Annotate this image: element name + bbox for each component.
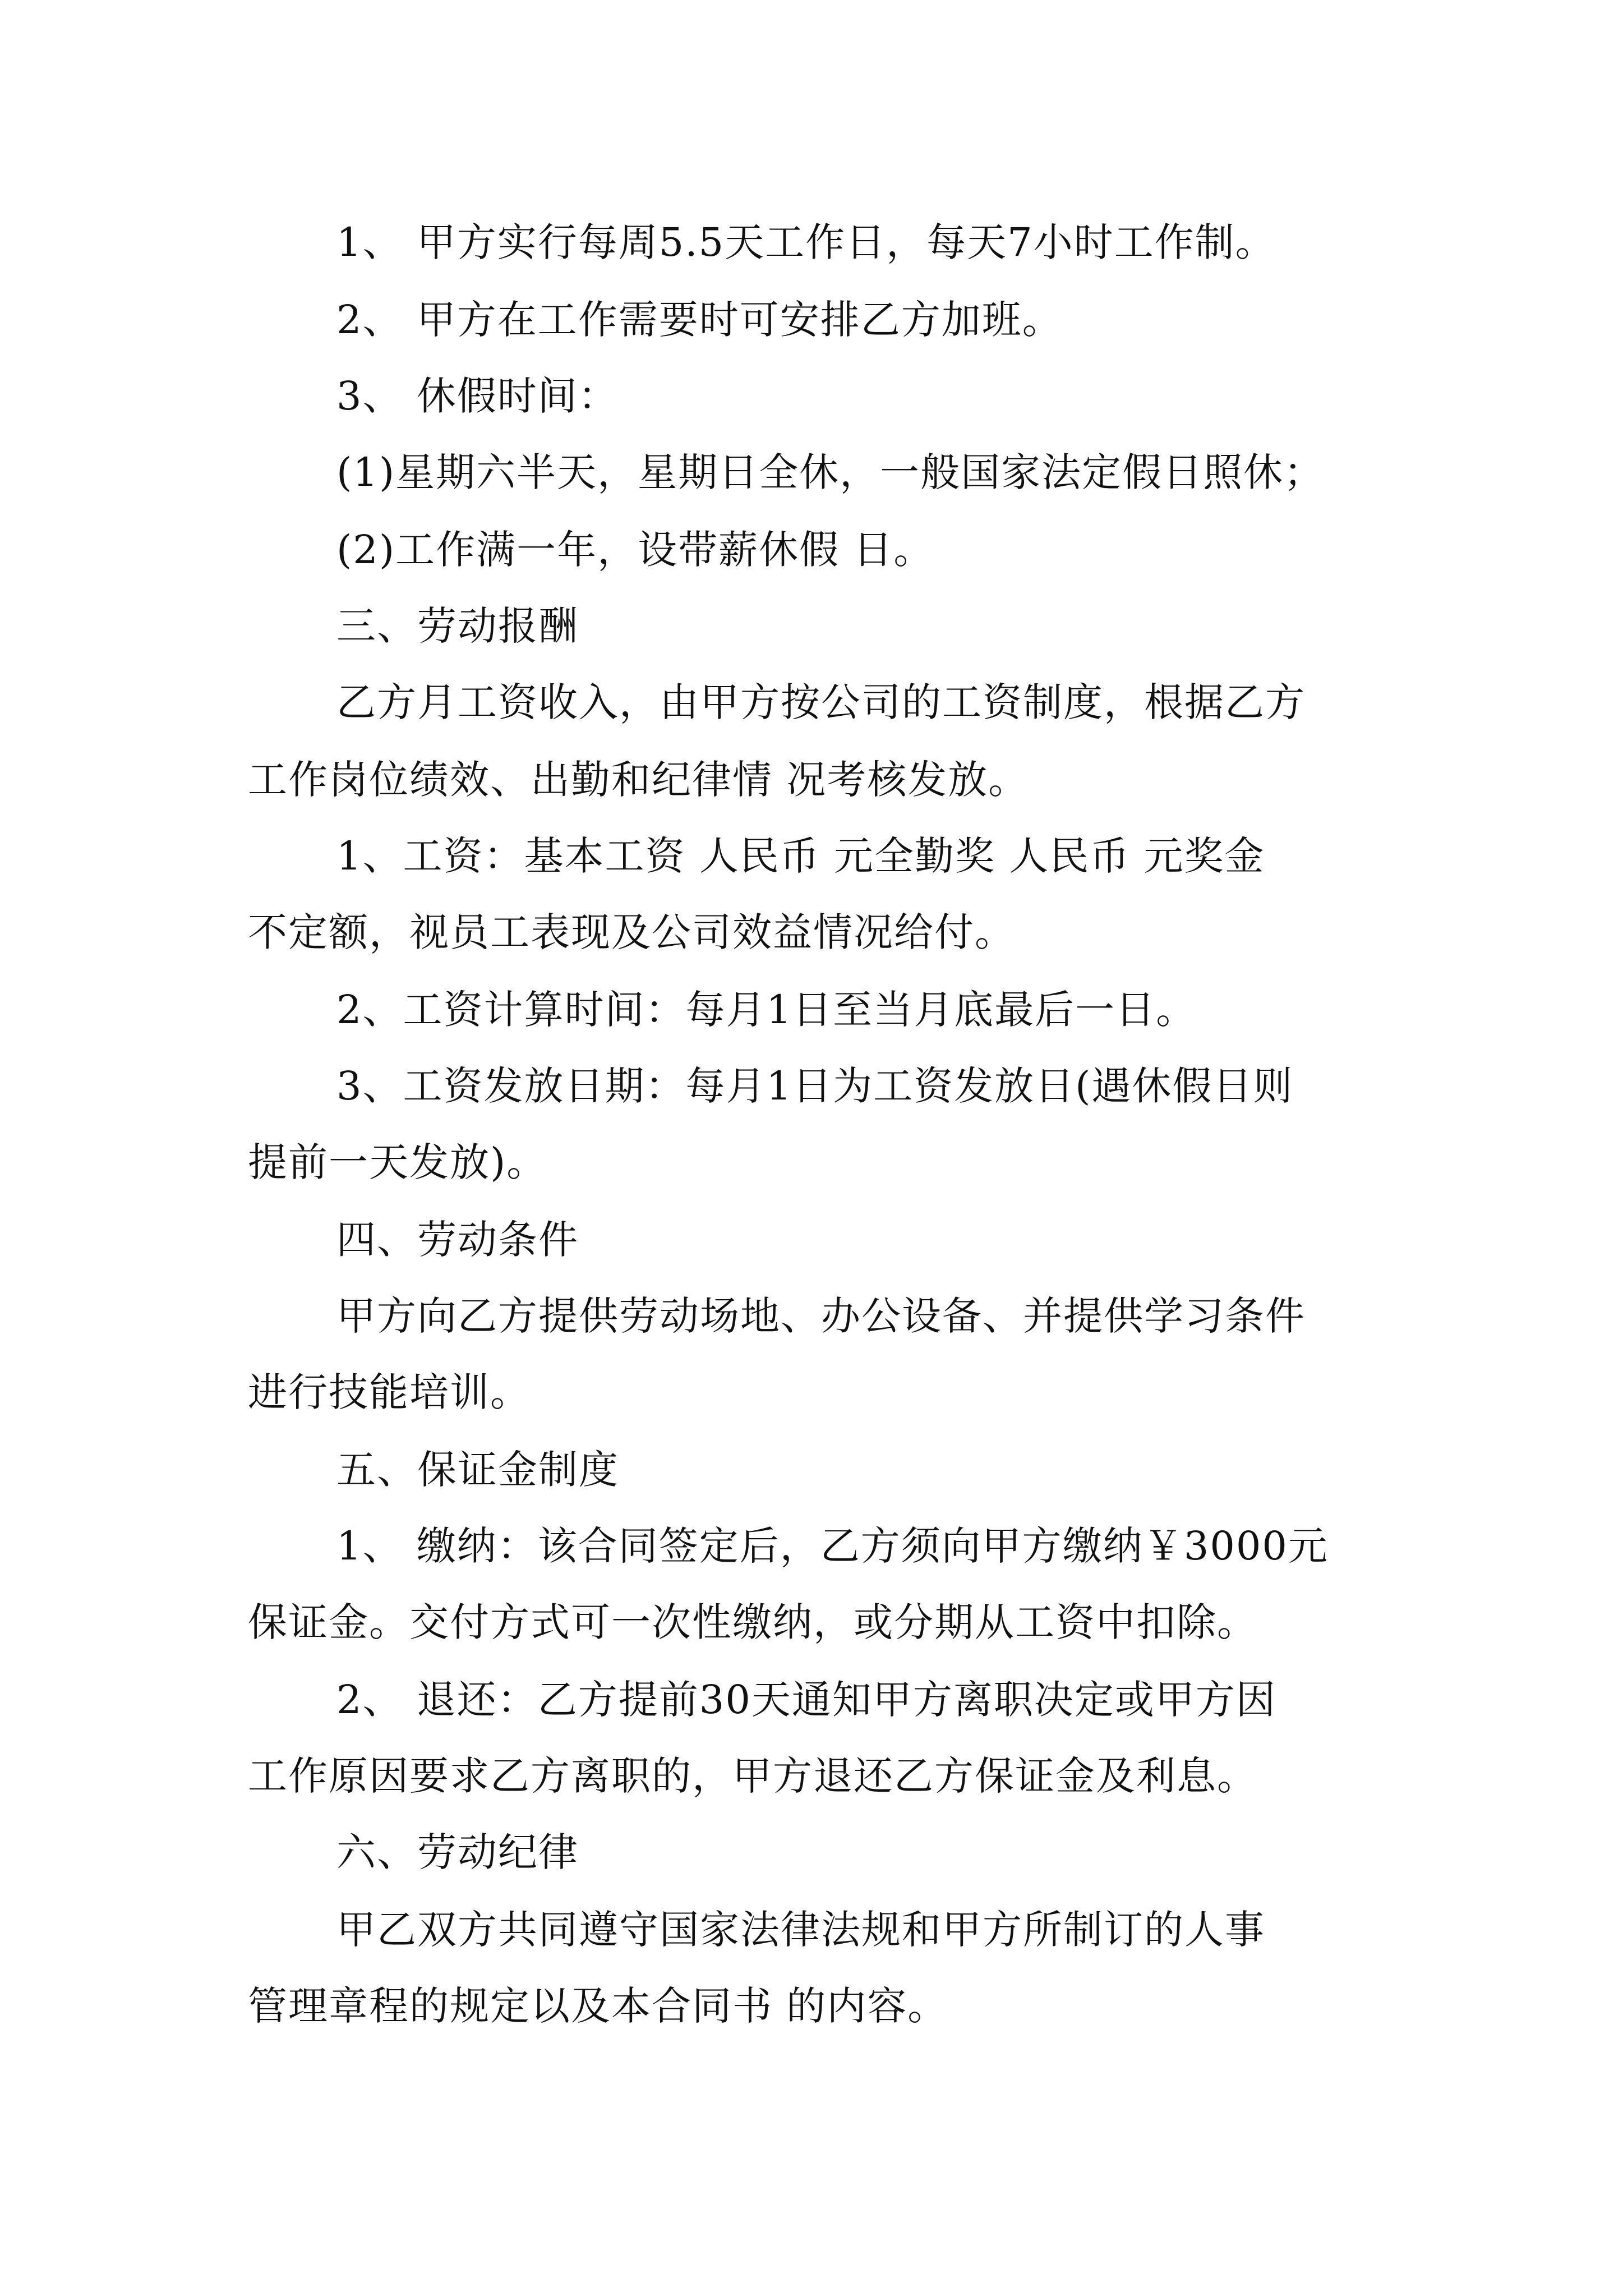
paragraph-line: 工作原因要求乙方离职的，甲方退还乙方保证金及利息。 [248, 1753, 1257, 1799]
paragraph-line: 进行技能培训。 [248, 1369, 531, 1415]
paragraph-line: 2、 退还：乙方提前30天通知甲方离职决定或甲方因 [336, 1677, 1276, 1723]
paragraph-line: 2、工资计算时间：每月1日至当月底最后一日。 [336, 987, 1197, 1033]
paragraph-line: (1)星期六半天，星期日全休，一般国家法定假日照休； [336, 449, 1325, 495]
paragraph-line: 3、工资发放日期：每月1日为工资发放日(遇休假日则 [336, 1063, 1294, 1109]
paragraph-line: 甲乙双方共同遵守国家法律法规和甲方所制订的人事 [336, 1907, 1265, 1953]
paragraph-line: 工作岗位绩效、出勤和纪律情 况考核发放。 [248, 757, 1029, 803]
paragraph-line: 提前一天发放)。 [248, 1139, 547, 1185]
paragraph-line: 乙方月工资收入，由甲方按公司的工资制度，根据乙方 [336, 679, 1306, 725]
paragraph-line: 甲方向乙方提供劳动场地、办公设备、并提供学习条件 [336, 1293, 1306, 1339]
section-heading: 三、劳动报酬 [336, 603, 579, 649]
paragraph-line: 不定额，视员工表现及公司效益情况给付。 [248, 909, 1015, 955]
paragraph-line: 1、 缴纳：该合同签定后，乙方须向甲方缴纳￥3000元 [336, 1523, 1329, 1569]
paragraph-line: 2、 甲方在工作需要时可安排乙方加班。 [336, 297, 1063, 343]
section-heading: 四、劳动条件 [336, 1217, 579, 1263]
paragraph-line: 3、 休假时间： [336, 373, 619, 419]
paragraph-line: 管理章程的规定以及本合同书 的内容。 [248, 1983, 948, 2029]
paragraph-line: 1、工资：基本工资 人民币 元全勤奖 人民币 元奖金 [336, 833, 1265, 879]
paragraph-line: 保证金。交付方式可一次性缴纳，或分期从工资中扣除。 [248, 1599, 1257, 1645]
paragraph-line: 1、 甲方实行每周5.5天工作日，每天7小时工作制。 [336, 219, 1276, 265]
section-heading: 五、保证金制度 [336, 1447, 619, 1493]
section-heading: 六、劳动纪律 [336, 1829, 579, 1875]
paragraph-line: (2)工作满一年，设带薪休假 日。 [336, 527, 934, 573]
